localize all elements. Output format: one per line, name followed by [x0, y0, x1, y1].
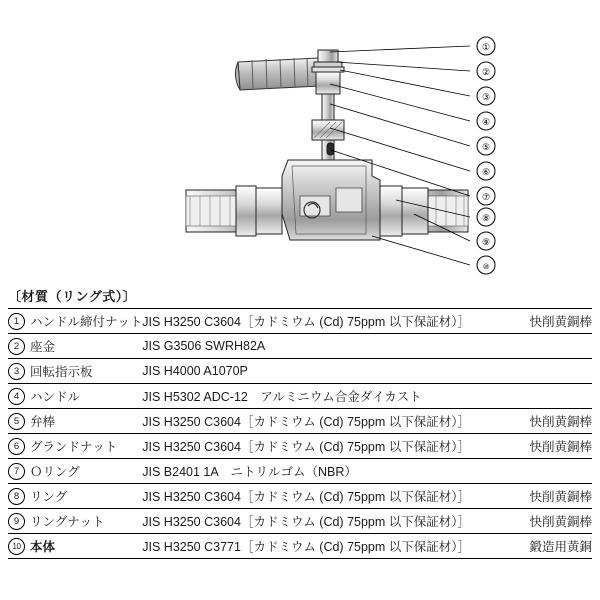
part-spec: JIS H3250 C3604［カドミウム (Cd) 75ppm 以下保証材）］ [142, 309, 480, 334]
part-name: 座金 [30, 340, 56, 354]
part-number-badge: 2 [8, 338, 25, 355]
part-name: リングナット [30, 515, 105, 529]
callout-5 [477, 137, 495, 155]
callout-1 [477, 37, 495, 55]
left-connection-graphic [186, 186, 282, 236]
callout-2-label: ② [481, 67, 491, 77]
part-number-cell [8, 534, 142, 559]
part-number-cell [8, 309, 142, 334]
part-spec: JIS H5302 ADC-12 アルミニウム合金ダイカスト [142, 384, 480, 409]
part-note [480, 384, 592, 409]
callout-5-label: ⑤ [481, 142, 491, 152]
callout-8 [477, 208, 495, 226]
callout-6-label: ⑥ [481, 167, 491, 177]
parts-material-table [8, 308, 592, 559]
part-number-badge: 5 [8, 413, 25, 430]
part-note [480, 459, 592, 484]
table-row [8, 309, 592, 334]
stem-assembly-graphic [312, 50, 344, 160]
table-row [8, 509, 592, 534]
callout-9 [477, 232, 495, 250]
part-note: 快削黄銅棒 [480, 309, 592, 334]
part-note: 快削黄銅棒 [480, 434, 592, 459]
callout-4-label: ④ [481, 117, 491, 127]
valve-cross-section-diagram [0, 0, 600, 280]
callout-9-label: ⑨ [481, 237, 491, 247]
part-name: ハンドル [30, 390, 81, 404]
part-name: リング [30, 490, 68, 504]
part-note: 鍛造用黄銅 [480, 534, 592, 559]
part-spec: JIS B2401 1A ニトリルゴム（NBR） [142, 459, 480, 484]
part-note: 快削黄銅棒 [480, 484, 592, 509]
part-number-cell [8, 334, 142, 359]
callout-4 [477, 112, 495, 130]
callout-10-label: ⑩ [482, 262, 490, 271]
table-row [8, 359, 592, 384]
table-row [8, 534, 592, 559]
part-number-badge: 4 [8, 388, 25, 405]
table-row [8, 409, 592, 434]
part-name: 回転指示板 [30, 365, 93, 379]
callout-7 [477, 187, 495, 205]
callout-8-label: ⑧ [481, 213, 491, 223]
part-note: 快削黄銅棒 [480, 409, 592, 434]
part-number-cell [8, 434, 142, 459]
part-spec: JIS H3250 C3604［カドミウム (Cd) 75ppm 以下保証材）］ [142, 509, 480, 534]
part-number-badge: 3 [8, 363, 25, 380]
part-number-badge: 7 [8, 463, 25, 480]
table-row [8, 484, 592, 509]
part-spec: JIS H3250 C3771［カドミウム (Cd) 75ppm 以下保証材）］ [142, 534, 480, 559]
part-spec: JIS G3506 SWRH82A [142, 334, 480, 359]
callout-3-label: ③ [481, 92, 491, 102]
part-number-badge: 8 [8, 488, 25, 505]
callout-1-label: ① [481, 42, 491, 52]
part-number-badge: 10 [8, 538, 25, 555]
handle-graphic [235, 58, 320, 90]
part-note [480, 359, 592, 384]
part-spec: JIS H4000 A1070P [142, 359, 480, 384]
part-name: Ｏリング [30, 465, 80, 479]
callout-3 [477, 87, 495, 105]
part-number-cell [8, 359, 142, 384]
part-spec: JIS H3250 C3604［カドミウム (Cd) 75ppm 以下保証材）］ [142, 434, 480, 459]
table-row [8, 334, 592, 359]
part-number-badge: 1 [8, 313, 25, 330]
part-number-badge: 9 [8, 513, 25, 530]
part-note [480, 334, 592, 359]
table-row [8, 459, 592, 484]
part-spec: JIS H3250 C3604［カドミウム (Cd) 75ppm 以下保証材）］ [142, 409, 480, 434]
part-number-cell [8, 409, 142, 434]
callout-7-label: ⑦ [481, 192, 491, 202]
part-note: 快削黄銅棒 [480, 509, 592, 534]
part-number-cell [8, 459, 142, 484]
callout-10 [477, 256, 495, 274]
right-connection-graphic [380, 186, 468, 236]
table-row [8, 434, 592, 459]
part-spec: JIS H3250 C3604［カドミウム (Cd) 75ppm 以下保証材）］ [142, 484, 480, 509]
material-section-heading: 〔材質（リング式）〕 [8, 289, 137, 304]
part-name: グランドナット [30, 440, 118, 454]
part-number-cell [8, 509, 142, 534]
part-name: ハンドル締付ナット [30, 315, 143, 329]
part-number-cell [8, 484, 142, 509]
valve-body-graphic [282, 160, 380, 240]
part-name: 弁棒 [30, 415, 56, 429]
part-number-badge: 6 [8, 438, 25, 455]
part-number-cell [8, 384, 142, 409]
callout-6 [477, 162, 495, 180]
table-row [8, 384, 592, 409]
part-name: 本体 [30, 540, 56, 554]
callout-2 [477, 62, 495, 80]
